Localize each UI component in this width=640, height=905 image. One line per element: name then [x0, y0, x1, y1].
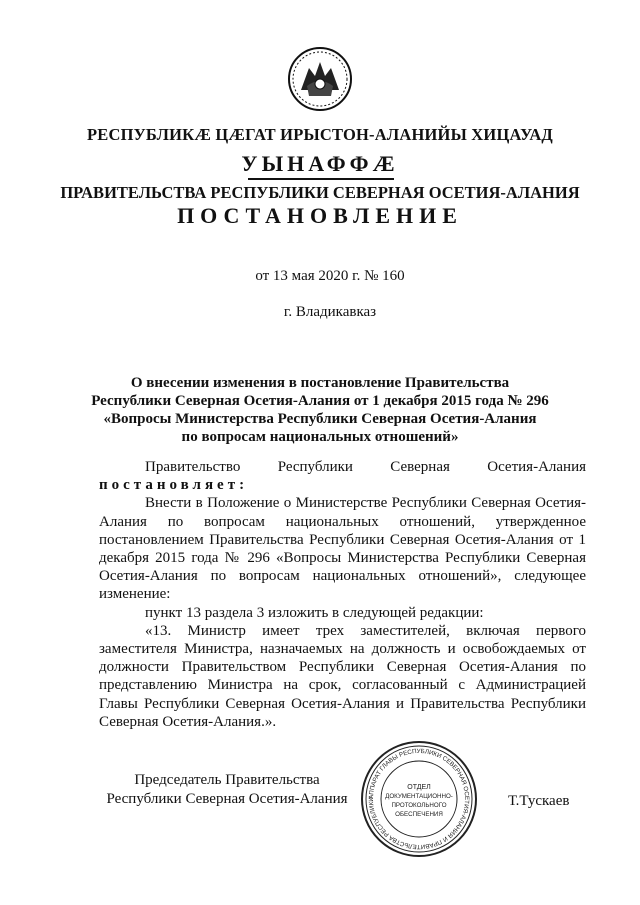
title-line: Республики Северная Осетия-Алания от 1 декабря 2015 года № 296	[91, 393, 549, 409]
intro-text: Правительство Республики Северная Осетия-Алания	[145, 459, 586, 475]
position-line: Председатель Правительства	[134, 772, 320, 788]
signatory-position	[96, 771, 358, 809]
stamp-ring-text: АППАРАТ ГЛАВЫ РЕСПУБЛИКИ СЕВЕРНАЯ ОСЕТИЯ-АЛАНИЯ И ПРАВИТЕЛЬСТВА РЕСПУБЛИКИ	[367, 747, 471, 851]
title-line: «Вопросы Министерства Республики Северная Осетия-Алания	[103, 411, 537, 427]
title-line: О внесении изменения в постановление Правительства	[130, 375, 510, 391]
divider	[248, 178, 394, 180]
paragraph-3: «13. Министр имеет трех заместителей, включая первого заместителя Министра, назначаемых на должность и освобождаемых от должности Правительством Республики Северная Осетия-Алания по представлению Министра на срок, согласованный с Администрацией Главы Республики Северная Осетия-Алания и Правительства Республики Северная Осетия-Алания.».	[99, 622, 586, 730]
stamp-line: ДОКУМЕНТАЦИОННО-	[385, 793, 453, 800]
signatory-name: Т.Тускаев	[508, 793, 570, 809]
paragraph-2: пункт 13 раздела 3 изложить в следующей редакции:	[145, 604, 484, 621]
document-date: от 13 мая 2020 г. № 160	[255, 268, 405, 284]
document-title	[90, 374, 550, 446]
document-city: г. Владикавказ	[283, 304, 377, 320]
stamp-line: ОТДЕЛ	[407, 784, 431, 791]
title-line: по вопросам национальных отношений»	[181, 429, 459, 445]
stamp-line: ПРОТОКОЛЬНОГО	[391, 802, 447, 809]
government-heading: ПРАВИТЕЛЬСТВА РЕСПУБЛИКИ СЕВЕРНАЯ ОСЕТИЯ-АЛАНИЯ	[60, 183, 580, 202]
position-line: Республики Северная Осетия-Алания	[106, 791, 348, 807]
coat-of-arms-icon	[287, 46, 353, 112]
decree-ossetian-heading: УЫНАФФӔ	[241, 151, 399, 176]
official-stamp	[360, 740, 478, 858]
resolves-text: постановляет:	[99, 477, 249, 494]
document-body	[99, 458, 586, 731]
stamp-line: ОБЕСПЕЧЕНИЯ	[395, 811, 443, 818]
decree-heading: ПОСТАНОВЛЕНИЕ	[177, 203, 463, 228]
republic-ossetian-heading: РЕСПУБЛИКӔ ЦӔГАТ ИРЫСТОН-АЛАНИЙЫ ХИЦАУАД	[86, 125, 553, 144]
paragraph-1: Внести в Положение о Министерстве Республики Северная Осетия-Алания по вопросам национальных отношений, утвержденное постановлением Правительства Республики Северная Осетия-Алания от 1 декабря 2015 года № 296 «Вопросы Министерства Республики Северная Осетия-Алания по вопросам национальных отношений», следующее изменение:	[99, 495, 586, 603]
